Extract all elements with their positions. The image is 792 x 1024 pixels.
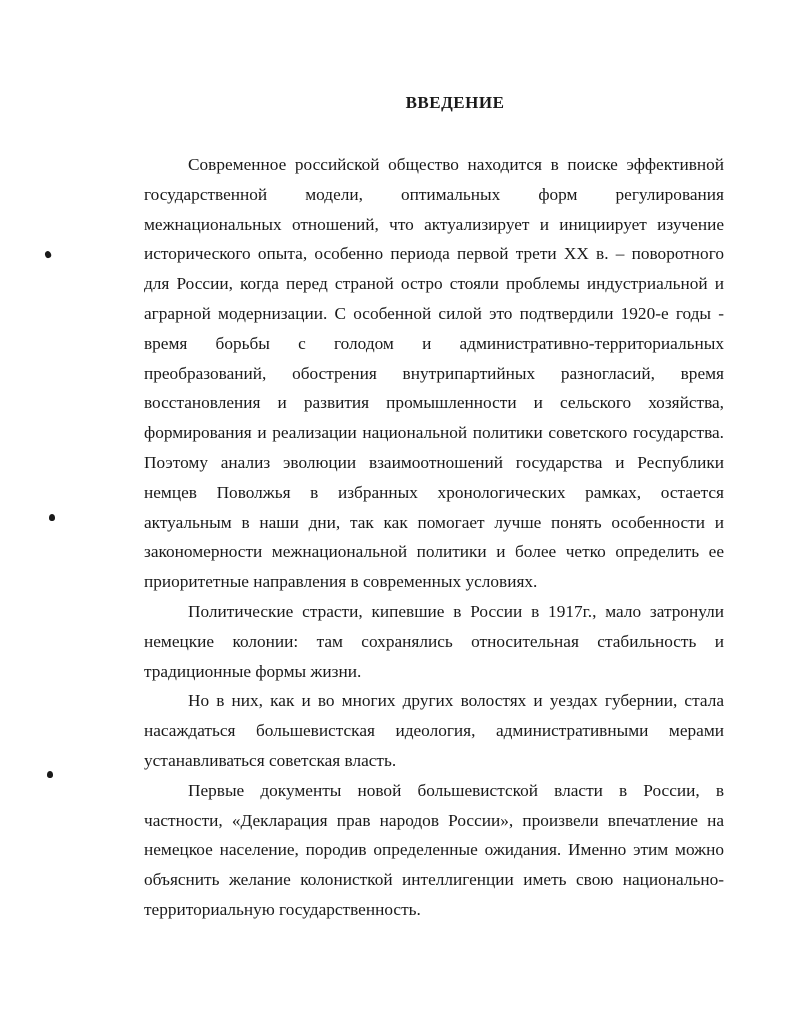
scan-mark-2 bbox=[49, 514, 55, 521]
page-title: ВВЕДЕНИЕ bbox=[405, 93, 505, 112]
body-text bbox=[144, 150, 724, 925]
paragraph-1: Современное российской общество находится в поиске эффективной государственной модели, оптимальных форм регулирования межнациональных отношений, что актуализирует и инициирует изучение исторического опыта, особенно периода первой трети XX в. – поворотного для России, когда перед страной остро стояли проблемы индустриальной и аграрной модернизации. С особенной силой это подтвердили 1920-е годы - время борьбы с голодом и административно-территориальных преобразований, обострения внутрипартийных разногласий, время восстановления и развития промышленности и сельского хозяйства, формирования и реализации национальной политики советского государства. Поэтому анализ эволюции взаимоотношений государства и Республики немцев Поволжья в избранных хронологических рамках, остается актуальным в наши дни, так как помогает лучше понять особенности и закономерности межнациональной политики и более четко определить ее приоритетные направления в современных условиях. bbox=[144, 155, 724, 592]
scan-mark-1 bbox=[44, 250, 52, 259]
paragraph-4: Первые документы новой большевистской власти в России, в частности, «Декларация прав народов России», произвели впечатление на немецкое население, породив определенные ожидания. Именно этим можно объяснить желание колонисткой интеллигенции иметь свою национально-территориальную государственность. bbox=[144, 780, 724, 919]
paragraph-2: Политические страсти, кипевшие в России в 1917г., мало затронули немецкие колонии: там сохранялись относительная стабильность и традиционные формы жизни. bbox=[144, 601, 724, 681]
paragraph-3: Но в них, как и во многих других волостях и уездах губернии, стала насаждаться большевистская идеология, административными мерами устанавливаться советская власть. bbox=[144, 691, 724, 770]
scan-mark-3 bbox=[47, 771, 53, 778]
